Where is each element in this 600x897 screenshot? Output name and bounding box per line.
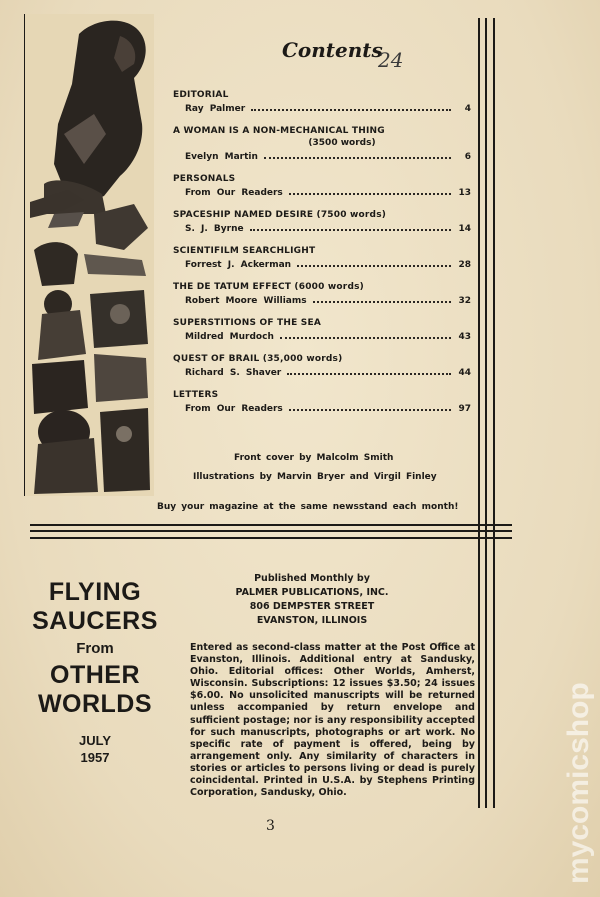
leader-dots: [250, 229, 451, 231]
horizontal-rule: [30, 524, 512, 526]
toc-entry-de-tatum[interactable]: [173, 282, 471, 306]
toc-author: Richard S. Shaver: [185, 368, 282, 378]
publisher-name: PALMER PUBLICATIONS, INC.: [235, 587, 389, 598]
toc-entry-superstitions[interactable]: [173, 318, 471, 342]
toc-author: Evelyn Martin: [185, 152, 258, 162]
handwritten-note: 24: [378, 48, 404, 72]
toc-word-count: (3500 words): [308, 138, 376, 148]
publisher-line: Published Monthly by: [254, 573, 370, 584]
legal-notice: Entered as second-class matter at the Post Office at Evanston, Illinois. Additional entry at Sandusky, Ohio. Editorial offices: Other Worlds, Amherst, Wisconsin. Subscriptions: 12 issues $3.50; 24 issues $6.00. No unsolicited manuscripts will be returned unless accompanied by return envelope and sufficient postage; nor is any responsibility accepted for such manuscripts, photographs or art work. No specific rate of payment is offered, being by arrangement only. Any similarity of characters in stories or articles to persons living or dead is purely coincidental. Printed in U.S.A. by Stephens Printing Corporation, Sandusky, Ohio.: [190, 642, 475, 799]
horizontal-rule: [30, 530, 512, 532]
illustration-credit: Illustrations by Marvin Bryer and Virgil Finley: [193, 472, 437, 482]
logo-saucers: SAUCERS: [32, 607, 158, 635]
toc-heading: QUEST OF BRAIL (35,000 words): [173, 354, 343, 364]
toc-entry-editorial[interactable]: [173, 90, 471, 114]
leader-dots: [251, 109, 451, 111]
logo-from: From: [76, 640, 114, 657]
logo-other: OTHER: [50, 661, 140, 689]
toc-heading: THE DE TATUM EFFECT (6000 words): [173, 282, 364, 292]
leader-dots: [289, 409, 451, 411]
page-number: 3: [266, 818, 275, 834]
vertical-rule: [478, 18, 480, 808]
toc-page: 97: [458, 404, 471, 414]
toc-author: From Our Readers: [185, 188, 283, 198]
toc-entry-quest-of-brail[interactable]: [173, 354, 471, 378]
toc-entry-woman[interactable]: [173, 126, 471, 162]
toc-heading: EDITORIAL: [173, 90, 229, 100]
toc-page: 44: [458, 368, 471, 378]
toc-page: 28: [458, 260, 471, 270]
toc-entry-spaceship[interactable]: [173, 210, 471, 234]
table-of-contents: [173, 90, 471, 426]
toc-entry-scientifilm[interactable]: [173, 246, 471, 270]
issue-year: 1957: [80, 750, 110, 765]
publisher-block: [232, 572, 392, 628]
toc-author: Mildred Murdoch: [185, 332, 274, 342]
toc-page: 32: [458, 296, 471, 306]
toc-author: Robert Moore Williams: [185, 296, 307, 306]
toc-author: Ray Palmer: [185, 104, 246, 114]
toc-page: 13: [458, 188, 471, 198]
magazine-logo: [30, 578, 160, 719]
toc-heading: SPACESHIP NAMED DESIRE (7500 words): [173, 210, 387, 220]
leader-dots: [313, 301, 451, 303]
logo-worlds: WORLDS: [37, 690, 153, 718]
issue-month: JULY: [78, 733, 112, 748]
newsstand-note: Buy your magazine at the same newsstand each month!: [157, 502, 459, 512]
publisher-street: 806 DEMPSTER STREET: [249, 601, 375, 612]
toc-page: 43: [458, 332, 471, 342]
toc-author: From Our Readers: [185, 404, 283, 414]
vertical-rule: [493, 18, 495, 808]
leader-dots: [287, 373, 451, 375]
watermark: mycomicshop: [562, 682, 595, 884]
leader-dots: [264, 157, 451, 159]
toc-heading: SUPERSTITIONS OF THE SEA: [173, 318, 322, 328]
toc-author: S. J. Byrne: [185, 224, 244, 234]
toc-heading: PERSONALS: [173, 174, 236, 184]
leader-dots: [280, 337, 451, 339]
vertical-rule: [485, 18, 487, 808]
leader-dots: [289, 193, 451, 195]
toc-page: 4: [464, 104, 471, 114]
leader-dots: [297, 265, 451, 267]
publisher-city: EVANSTON, ILLINOIS: [256, 615, 368, 626]
toc-heading: LETTERS: [173, 390, 219, 400]
toc-author: Forrest J. Ackerman: [185, 260, 292, 270]
toc-entry-letters[interactable]: [173, 390, 471, 414]
issue-date: [60, 732, 130, 766]
horizontal-rule: [30, 537, 512, 539]
toc-entry-personals[interactable]: [173, 174, 471, 198]
logo-flying: FLYING: [48, 578, 142, 606]
cover-credit: Front cover by Malcolm Smith: [234, 453, 394, 463]
contents-illustration: [24, 14, 154, 496]
toc-page: 6: [464, 152, 471, 162]
toc-page: 14: [458, 224, 471, 234]
contents-title: Contents: [282, 38, 383, 62]
toc-heading: A WOMAN IS A NON-MECHANICAL THING: [173, 126, 385, 136]
toc-heading: SCIENTIFILM SEARCHLIGHT: [173, 246, 316, 256]
